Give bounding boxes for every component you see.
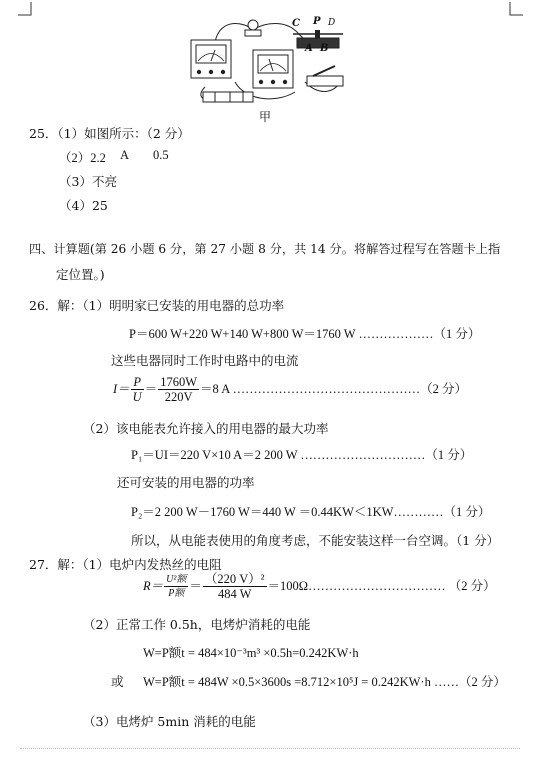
rheostat-icon: [293, 30, 343, 48]
circuit-figure: [185, 12, 355, 112]
q27-eq-resistance: [143, 573, 496, 601]
q27-fraction-u-over-p: [164, 573, 188, 601]
q26-eq-total-power: P＝600 W+220 W+140 W+800 W＝1760 W ………………（1 分）: [129, 327, 481, 341]
q26-eq-sign: ＝: [144, 381, 158, 396]
section-4-heading-cont: 定位置。): [56, 267, 105, 282]
q25-line-4: （4）25: [59, 198, 108, 213]
q26-text-extra-power: 还可安装的用电器的功率: [117, 475, 255, 490]
switch-icon: [307, 66, 343, 86]
q27-fraction-values: [203, 573, 267, 601]
crop-mark-top-left: [18, 2, 32, 16]
ammeter-icon: [253, 50, 293, 88]
q27-frac-num: U²额: [166, 574, 187, 585]
q25-line-2-value: 0.5: [153, 148, 169, 162]
q25-line-3: （3）不亮: [59, 174, 117, 189]
q26-frac2-num: 1760W: [160, 375, 198, 389]
label-d: D: [328, 18, 336, 28]
q25-line-2-label: （2）2.2: [59, 151, 106, 165]
figure-caption: 甲: [259, 110, 272, 124]
q26-eq-extra-power: P₂＝2 200 W－1760 W＝440 W ＝0.44KW＜1KW…………（1 分）: [131, 505, 491, 519]
q27-head: 27．解：（1）电炉内发热丝的电阻: [29, 557, 222, 572]
q27-eq-lhs: R＝: [143, 578, 164, 593]
label-c: C: [292, 18, 300, 29]
label-b: B: [320, 43, 329, 54]
q26-frac2-den: 220V: [164, 390, 193, 404]
q27-frac2-num: （220 V）²: [204, 572, 265, 586]
q26-conclusion: 所以，从电能表使用的角度考虑，不能安装这样一台空调。（1 分）: [131, 533, 500, 548]
q27-or: 或: [111, 674, 124, 689]
q27-eq-energy-2: W=P额t = 484W ×0.5×3600s =8.712×10⁵J = 0.242KW·h ……（2 分）: [143, 675, 506, 689]
q26-eq-current-lhs: I＝: [113, 381, 130, 396]
q26-head: 26．解：（1）明明家已安装的用电器的总功率: [29, 298, 285, 313]
q26-eq-max-power: P₁＝UI＝220 V×10 A＝2 200 W …………………………（1 分）: [131, 448, 473, 462]
voltmeter-icon: [191, 40, 231, 78]
label-p: P: [313, 16, 321, 27]
q27-eq-energy-1: W=P额t = 484×10⁻³m³ ×0.5h=0.242KW·h: [143, 646, 359, 660]
crop-mark-top-right: [509, 2, 523, 16]
q26-part-2: （2）该电能表允许接入的用电器的最大功率: [83, 421, 329, 436]
battery-icon: [203, 92, 253, 102]
q27-eq-result: ＝100Ω…………………………… （2 分）: [267, 578, 496, 593]
page-bottom-fade: [20, 748, 520, 750]
section-4-heading: 四、计算题(第 26 小题 6 分，第 27 小题 8 分，共 14 分。将解答过程写在答题卡上指: [29, 242, 501, 256]
q27-part-2: （2）正常工作 0.5h，电烤炉消耗的电能: [83, 617, 311, 632]
q27-eq-sign: ＝: [189, 578, 202, 593]
q26-text-current: 这些电器同时工作时电路中的电流: [111, 353, 299, 368]
q25-line-1: 25．（1）如图所示：（2 分）: [29, 126, 190, 141]
q27-frac-den: P额: [168, 588, 185, 599]
q26-eq-current: [113, 376, 467, 404]
q25-line-2-unit: A: [120, 148, 130, 162]
q27-part-3: （3）电烤炉 5min 消耗的电能: [83, 714, 256, 729]
bulb-icon: [245, 20, 261, 36]
label-a: A: [305, 43, 313, 54]
q26-frac-den: U: [132, 390, 142, 404]
q26-fraction-values: [158, 376, 199, 404]
q26-fraction-p-over-u: [131, 376, 144, 404]
q26-eq-current-result: ＝8 A ………………………………………（2 分）: [200, 381, 468, 396]
q27-frac2-den: 484 W: [217, 587, 252, 601]
q26-frac-num: P: [131, 376, 144, 390]
